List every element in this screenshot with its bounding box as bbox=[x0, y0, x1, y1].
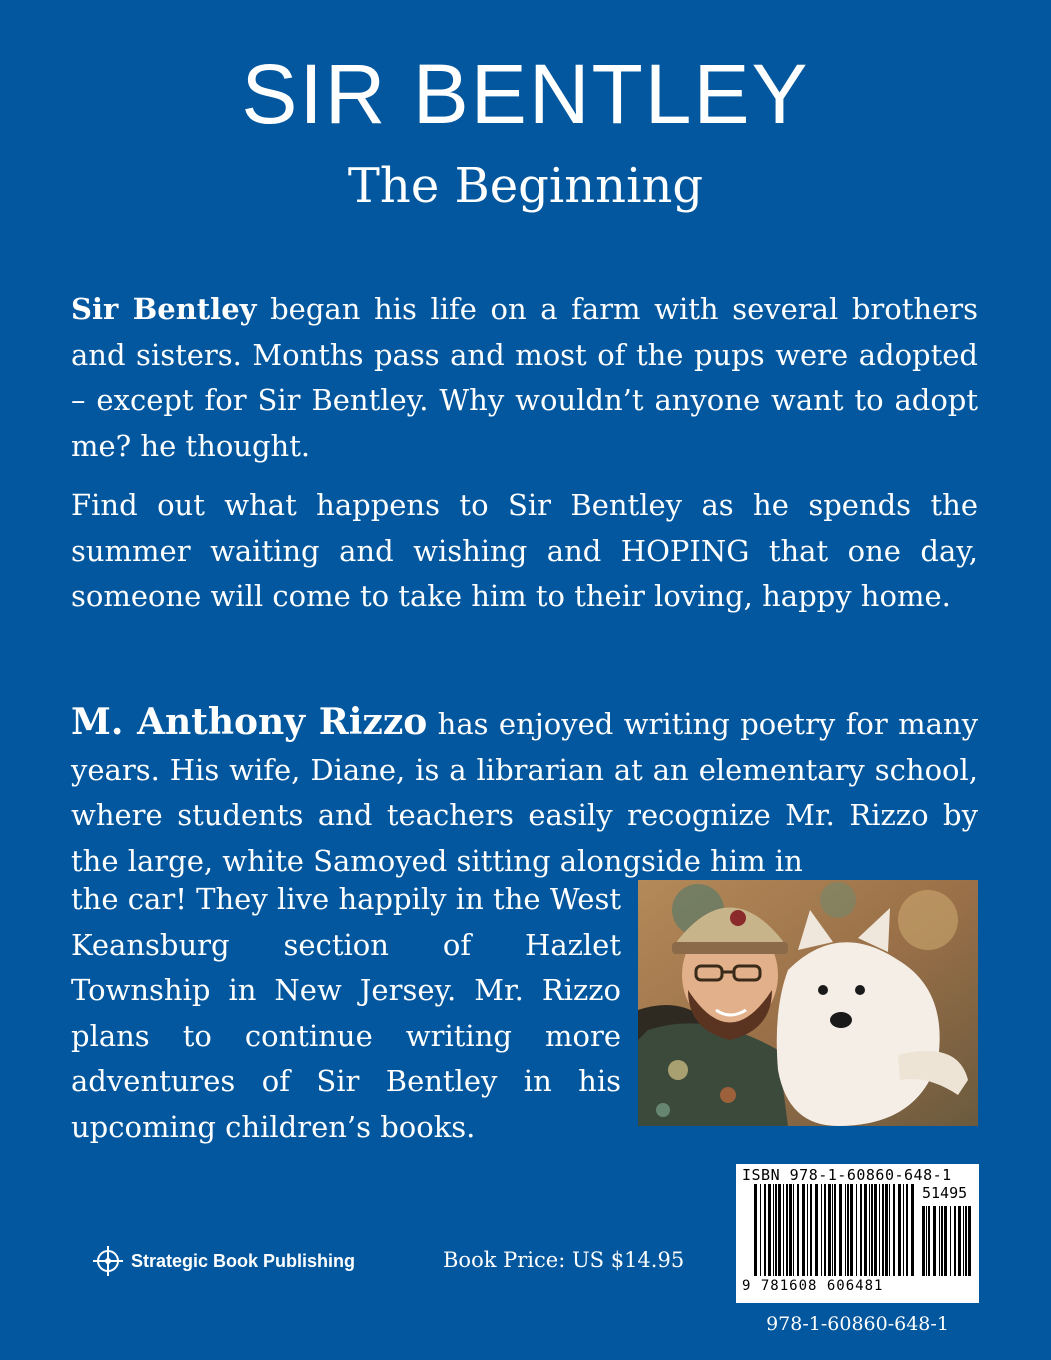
barcode-bar bbox=[944, 1206, 947, 1276]
synopsis-paragraph-2: Find out what happens to Sir Bentley as he spends the summer waiting and wishing and HOPING that one day, someone will come to take him to their loving, happy home. bbox=[71, 488, 978, 613]
barcode-bar bbox=[933, 1206, 936, 1276]
author-name: M. Anthony Rizzo bbox=[71, 701, 428, 743]
barcode-bar bbox=[847, 1184, 849, 1276]
barcode-bar bbox=[879, 1184, 880, 1276]
barcode-bar bbox=[922, 1206, 925, 1276]
barcode-bar bbox=[810, 1184, 812, 1276]
barcode-bar bbox=[958, 1206, 961, 1276]
barcode-bar bbox=[864, 1184, 867, 1276]
barcode-bar bbox=[906, 1184, 908, 1276]
barcode-bar bbox=[941, 1206, 943, 1276]
author-with-dog-photo bbox=[638, 880, 978, 1126]
barcode-bar bbox=[834, 1184, 836, 1276]
barcode-bar bbox=[860, 1184, 862, 1276]
barcode-bar bbox=[778, 1184, 781, 1276]
book-title: SIR BENTLEY bbox=[241, 47, 810, 141]
barcode-bar bbox=[874, 1184, 877, 1276]
barcode-bar bbox=[954, 1206, 956, 1276]
barcode-bar bbox=[824, 1184, 826, 1276]
isbn-number: 978-1-60860-648-1 bbox=[766, 1313, 949, 1335]
barcode-bar bbox=[911, 1184, 914, 1276]
barcode-bar bbox=[898, 1184, 901, 1276]
barcode-bar bbox=[928, 1206, 930, 1276]
barcode-bar bbox=[789, 1184, 792, 1276]
barcode-bar bbox=[828, 1184, 831, 1276]
author-bio-text-wide: has enjoyed writing poetry for many years. His wife, Diane, is a librarian at an elementary school, where students and teachers easily recognize Mr. Rizzo by the large, white Samoyed sitting alongside him in bbox=[71, 707, 978, 878]
barcode-bar bbox=[797, 1184, 799, 1276]
barcode-bar bbox=[893, 1184, 895, 1276]
barcode-bar bbox=[926, 1206, 927, 1276]
barcode-bar bbox=[802, 1184, 805, 1276]
synopsis-paragraph-1 bbox=[71, 287, 978, 469]
barcode-bar bbox=[885, 1184, 888, 1276]
barcode-bar bbox=[903, 1184, 904, 1276]
author-bio-paragraph-narrow: the car! They live happily in the West Keansburg section of Hazlet Township in New Jersey. Mr. Rizzo plans to continue writing more adventures of Sir Bentley in his upcoming children’s books. bbox=[71, 882, 621, 1144]
book-subtitle: The Beginning bbox=[347, 158, 704, 214]
synopsis-lead-name: Sir Bentley bbox=[71, 292, 257, 326]
barcode-bar bbox=[815, 1184, 818, 1276]
barcode-bar bbox=[845, 1184, 846, 1276]
price-code: 51495 bbox=[922, 1184, 968, 1202]
barcode-bar bbox=[889, 1184, 890, 1276]
barcode-bar bbox=[754, 1184, 757, 1276]
barcode-bar bbox=[839, 1184, 842, 1276]
barcode-bar bbox=[939, 1206, 940, 1276]
barcode-bar bbox=[786, 1184, 788, 1276]
barcode-bar bbox=[807, 1184, 808, 1276]
barcode-bar bbox=[768, 1184, 771, 1276]
isbn-label: ISBN 978-1-60860-648-1 bbox=[742, 1166, 952, 1184]
barcode-bar bbox=[871, 1184, 873, 1276]
author-bio-paragraph bbox=[71, 700, 978, 884]
barcode-bar bbox=[965, 1206, 967, 1276]
isbn-barcode bbox=[736, 1164, 979, 1303]
barcode-bar bbox=[850, 1184, 853, 1276]
barcode-bar bbox=[760, 1184, 761, 1276]
barcode-bar bbox=[856, 1184, 857, 1276]
barcode-bar bbox=[963, 1206, 964, 1276]
barcode-digits: 9 781608 606481 bbox=[742, 1278, 884, 1294]
barcode-bar bbox=[832, 1184, 833, 1276]
publisher-logo bbox=[93, 1246, 355, 1276]
crosshair-globe-icon bbox=[93, 1246, 123, 1276]
synopsis-paragraph-1-text: began his life on a farm with several brothers and sisters. Months pass and most of the pups were adopted – except for Sir Bentley. Why wouldn’t anyone want to adopt me? he thought. bbox=[71, 292, 978, 463]
barcode-bar bbox=[775, 1184, 777, 1276]
barcode-bar bbox=[773, 1184, 774, 1276]
barcode-bar bbox=[764, 1184, 766, 1276]
publisher-name: Strategic Book Publishing bbox=[131, 1250, 356, 1271]
barcode-bar bbox=[793, 1184, 794, 1276]
barcode-bar bbox=[882, 1184, 884, 1276]
barcode-bar bbox=[783, 1184, 784, 1276]
photo-illustration bbox=[638, 880, 978, 1126]
barcode-bar bbox=[968, 1206, 971, 1276]
barcode-bar bbox=[950, 1206, 951, 1276]
book-price: Book Price: US $14.95 bbox=[443, 1248, 685, 1272]
barcode-bar bbox=[821, 1184, 822, 1276]
barcode-bar bbox=[869, 1184, 870, 1276]
